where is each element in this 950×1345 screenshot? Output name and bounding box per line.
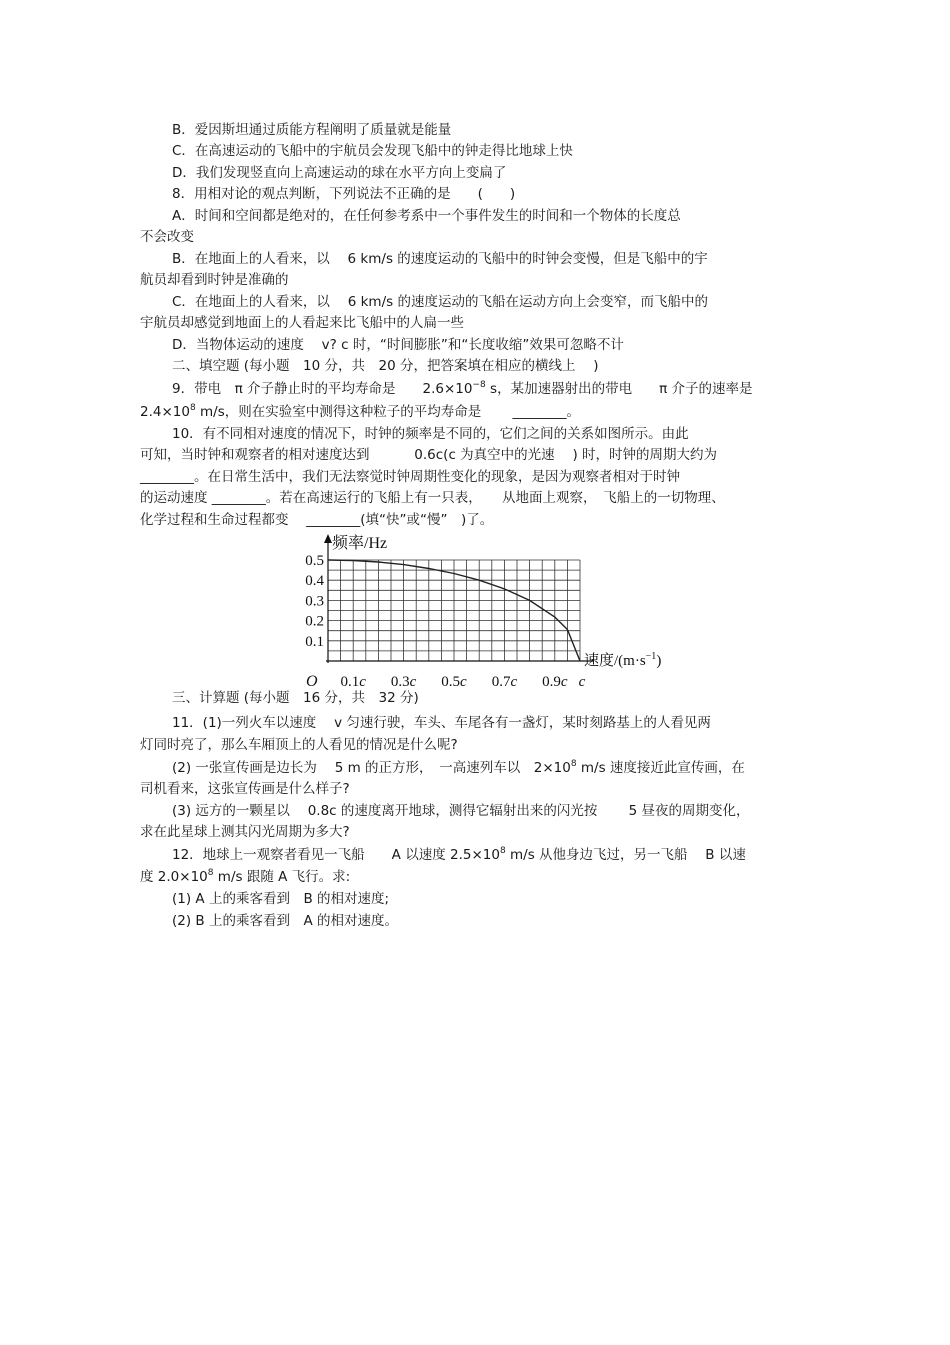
x-tick-label: c	[578, 674, 586, 690]
option-8d: D．当物体运动的速度 v? c 时，“时间膨胀”和“长度收缩”效果可忽略不计	[172, 337, 624, 353]
x-tick-label: 0.1c	[340, 674, 366, 690]
question-8: 8．用相对论的观点判断，下列说法不正确的是 ( )	[172, 186, 516, 202]
x-axis-label: 速度$/(m\cdot s^{-1})$	[584, 651, 662, 669]
question-12-2: (2) B 上的乘客看到 A 的相对速度。	[172, 913, 398, 929]
y-axis-arrow	[324, 534, 332, 543]
question-12: 12．地球上一观察者看见一飞船 A 以速度 $2.5\times 10^8$ m/s 从他身边飞过，另一飞船 B 以速	[172, 846, 746, 863]
question-12-1: (1) A 上的乘客看到 B 的相对速度;	[172, 891, 390, 907]
option-8b: B．在地面上的人看来，以 6 km/s 的速度运动的飞船中的时钟会变慢，但是飞船中的宇	[172, 251, 708, 267]
question-11-2: (2) 一张宣传画是边长为 5 m 的正方形， 一高速列车以 $2\times 10^8$ m/s 速度接近此宣传画，在	[172, 759, 745, 776]
y-tick-label: 0.3	[305, 593, 324, 610]
option-8c-cont: 宇航员却感觉到地面上的人看起来比飞船中的人扁一些	[140, 315, 464, 331]
x-tick-label: 0.9c	[542, 674, 568, 690]
origin-label: O	[306, 673, 318, 690]
x-tick-label: 0.5c	[441, 674, 467, 690]
question-10-l5: 化学过程和生命过程都变 ________(填“快”或“慢” )了。	[140, 512, 494, 528]
x-tick-label: 0.3c	[390, 674, 417, 690]
question-10-l3: ________。在日常生活中，我们无法察觉时钟周期性变化的现象，是因为观察者相对于时钟	[140, 469, 680, 485]
question-10: 10．有不同相对速度的情况下，时钟的频率是不同的，它们之间的关系如图所示。由此	[172, 426, 689, 442]
option-8a: A．时间和空间都是绝对的，在任何参考系中一个事件发生的时间和一个物体的长度总	[172, 208, 681, 224]
option-8a-cont: 不会改变	[140, 229, 194, 245]
y-tick-label: 0.2	[305, 613, 324, 630]
frequency-speed-chart	[292, 530, 692, 690]
y-tick-label: 0.5	[305, 553, 324, 569]
question-11-2-cont: 司机看来，这张宣传画是什么样子?	[140, 781, 350, 797]
question-11-1-cont: 灯同时亮了，那么车厢顶上的人看见的情况是什么呢?	[140, 737, 458, 753]
question-11-3-cont: 求在此星球上测其闪光周期为多大?	[140, 824, 350, 840]
chart-grid	[328, 560, 580, 661]
option-8b-cont: 航员却看到时钟是准确的	[140, 272, 289, 288]
question-9-cont: $2.4\times 10^8$ m/s，则在实验室中测得这种粒子的平均寿命是 ________。	[140, 403, 581, 420]
question-10-l4: 的运动速度 ________。若在高速运行的飞船上有一只表， 从地面上观察， 飞船上的一切物理、	[140, 490, 725, 506]
section-calculation: 三、计算题 (每小题 16 分，共 32 分)	[172, 690, 419, 706]
question-11-3: (3) 远方的一颗星以 0.8c 的速度离开地球，测得它辐射出来的闪光按 5 昼夜的周期变化，	[172, 803, 750, 819]
y-tick-label: 0.1	[305, 633, 324, 650]
y-axis-label: 频率/Hz	[332, 535, 388, 552]
option-7c: C．在高速运动的飞船中的宇航员会发现飞船中的钟走得比地球上快	[172, 143, 573, 159]
chart-axes	[324, 534, 594, 663]
option-8c: C．在地面上的人看来，以 6 km/s 的速度运动的飞船在运动方向上会变窄，而飞船中的	[172, 294, 708, 310]
y-tick-label: 0.4	[305, 573, 324, 590]
question-10-l2: 可知，当时钟和观察者的相对速度达到 0.6c(c 为真空中的光速 ) 时，时钟的周期大约为	[140, 447, 718, 463]
option-7d: D．我们发现竖直向上高速运动的球在水平方向上变扁了	[172, 165, 507, 181]
section-fill-in: 二、填空题 (每小题 10 分，共 20 分，把答案填在相应的横线上 )	[172, 358, 599, 374]
question-12-cont: 度 $2.0\times 10^8$ m/s 跟随 A 飞行。求:	[140, 868, 351, 885]
question-9: 9．带电 π 介子静止时的平均寿命是 $2.6\times 10^{-8}$ s，某加速器射出的带电 π 介子的速率是	[172, 380, 753, 397]
question-11-1: 11．(1)一列火车以速度 v 匀速行驶，车头、车尾各有一盏灯，某时刻路基上的人看见两	[172, 715, 711, 731]
x-tick-label: 0.7c	[491, 674, 518, 690]
option-7b: B．爱因斯坦通过质能方程阐明了质量就是能量	[172, 122, 452, 138]
